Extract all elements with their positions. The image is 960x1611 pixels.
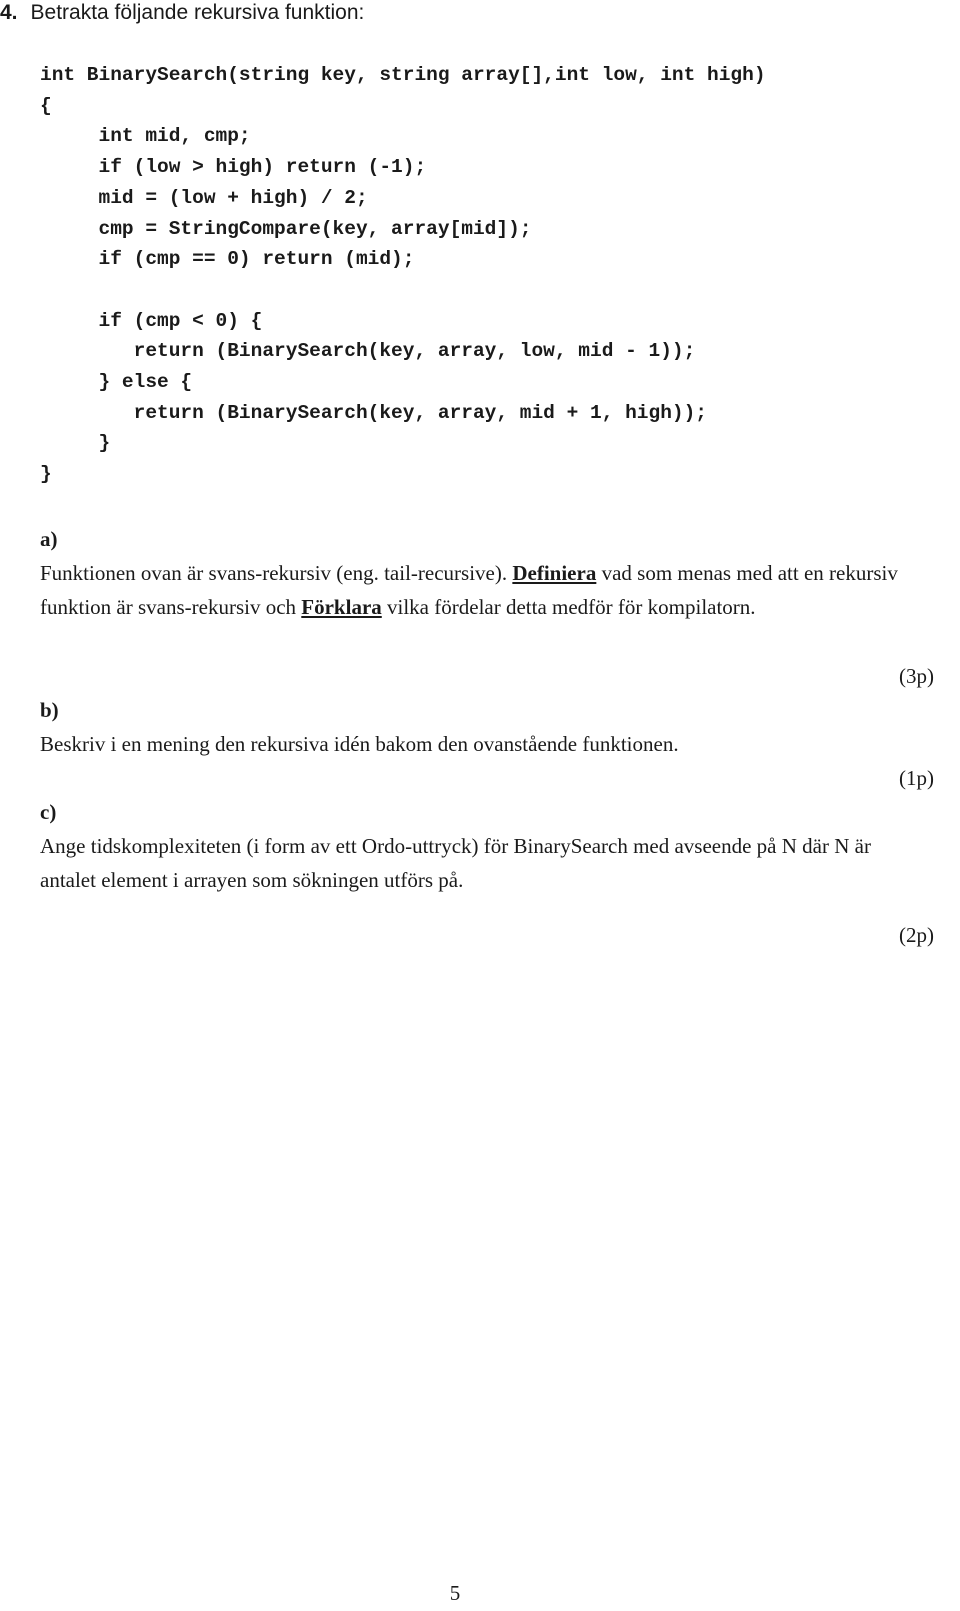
code-line: int BinarySearch(string key, string array[],int low, int high) (40, 64, 766, 86)
part-b-label: b) (40, 698, 59, 722)
part-b-points: (1p) (899, 766, 934, 790)
part-a-text-2: vad som menas med att en rekursiv funktion är svans-rekursiv och (40, 561, 898, 619)
question-intro: Betrakta följande rekursiva funktion: (30, 1, 365, 24)
question-number: 4. (0, 1, 18, 24)
page-number: 5 (449, 1581, 461, 1605)
part-a-points: (3p) (899, 664, 934, 688)
part-a-text-1: Funktionen ovan är svans-rekursiv (eng. tail-recursive). (40, 561, 513, 585)
code-line: } (40, 432, 111, 455)
part-a-label: a) (40, 527, 58, 551)
part-a-keyword-explain: Förklara (301, 595, 382, 619)
code-line: return (BinarySearch(key, array, mid + 1, high)); (40, 401, 708, 424)
code-line: } (40, 463, 52, 486)
question-header (0, 0, 364, 26)
code-line: return (BinarySearch(key, array, low, mid - 1)); (40, 340, 696, 363)
part-a-keyword-define: Definiera (512, 561, 597, 585)
code-line: mid = (low + high) / 2; (40, 186, 368, 209)
part-c-text: Ange tidskomplexiteten (i form av ett Ordo-uttryck) för BinarySearch med avseende på N där N är antalet element i arrayen som sökningen utförs på. (40, 834, 871, 892)
code-line: if (cmp < 0) { (40, 309, 263, 332)
part-a-text (40, 556, 920, 624)
part-b-text: Beskriv i en mening den rekursiva idén bakom den ovanstående funktionen. (40, 732, 679, 756)
code-line: { (40, 94, 52, 117)
code-line: int mid, cmp; (40, 125, 251, 148)
code-line: if (cmp == 0) return (mid); (40, 248, 415, 271)
code-line: } else { (40, 371, 193, 393)
part-a-text-3: vilka fördelar detta medför för kompilatorn. (381, 595, 756, 619)
part-c-points: (2p) (899, 923, 934, 947)
part-c-label: c) (40, 800, 57, 824)
code-line: if (low > high) return (-1); (40, 156, 427, 179)
code-line: cmp = StringCompare(key, array[mid]); (40, 217, 532, 240)
